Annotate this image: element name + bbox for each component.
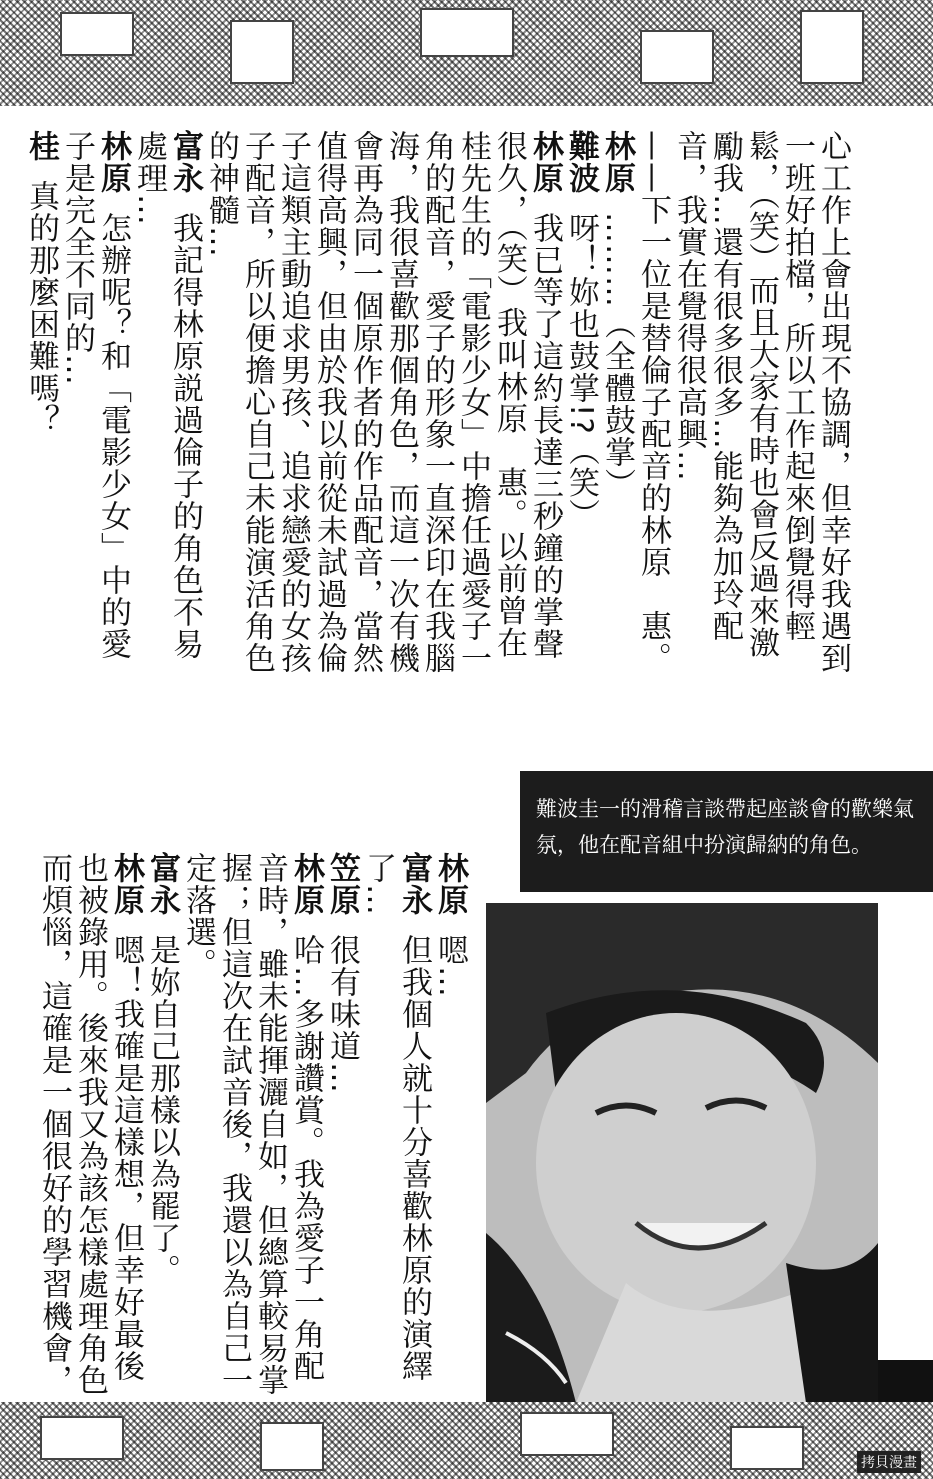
text-line xyxy=(252,852,288,1402)
line-text: 角的配音，愛子的形象一直深印在我腦 xyxy=(419,130,455,674)
text-line xyxy=(491,130,527,690)
decor-block xyxy=(260,1422,324,1471)
decor-block xyxy=(640,30,714,84)
line-text: 鬆，（笑）而且大家有時也會反過來激 xyxy=(743,130,779,659)
line-text: 是妳自己那樣以為罷了。 xyxy=(144,934,180,1286)
text-line xyxy=(419,130,455,690)
decor-block xyxy=(520,1412,614,1456)
line-text: 音，我實在覺得很高興… xyxy=(671,130,707,482)
line-text: 很有味道… xyxy=(324,934,360,1094)
speaker-name: 富永 xyxy=(167,130,203,194)
decor-block xyxy=(420,8,514,57)
top-halftone-band xyxy=(0,0,933,106)
line-text: 很久，（笑）我叫林原 惠。以前曾在 xyxy=(491,130,527,659)
line-text: 握；但這次在試音後，我還以為自己一 xyxy=(216,852,252,1396)
line-text: 值得高興，但由於我以前從未試過為倫 xyxy=(311,130,347,674)
speaker-name: 林原 xyxy=(108,852,144,916)
text-line xyxy=(432,852,468,1402)
portrait-photo-image xyxy=(486,903,878,1403)
text-line xyxy=(239,130,275,690)
line-text: 子是完全不同的… xyxy=(59,130,95,386)
speaker-name: 富永 xyxy=(396,852,432,916)
line-text: 一班好拍檔，所以工作起來倒覺得輕 xyxy=(779,130,815,642)
text-line xyxy=(288,852,324,1402)
text-line xyxy=(815,130,851,690)
line-text: ………（全體鼓掌） xyxy=(599,212,635,500)
text-line xyxy=(203,130,239,690)
text-line xyxy=(311,130,347,690)
text-line xyxy=(95,130,131,690)
text-line xyxy=(216,852,252,1402)
text-line xyxy=(167,130,203,690)
text-line xyxy=(396,852,432,1402)
text-line xyxy=(599,130,635,690)
line-text: 嗯！我確是這樣想，但幸好最後 xyxy=(108,934,144,1382)
line-text: 音時，雖未能揮灑自如，但總算較易掌 xyxy=(252,852,288,1396)
text-line xyxy=(563,130,599,690)
line-text: 心工作上會出現不協調，但幸好我遇到 xyxy=(815,130,851,674)
photo-caption xyxy=(520,771,933,892)
text-line xyxy=(108,852,144,1402)
line-text: 而煩惱，這確是一個很好的學習機會， xyxy=(36,852,72,1396)
line-text: 會再為同一個原作者的作品配音，當然 xyxy=(347,130,383,674)
line-text: 的神髓… xyxy=(203,130,239,258)
line-text: 定落選。 xyxy=(180,852,216,980)
line-text: 哈…多謝讚賞。我為愛子一角配 xyxy=(288,934,324,1382)
speaker-name: 林原 xyxy=(599,130,635,194)
photo-shadow xyxy=(878,1360,933,1404)
text-line xyxy=(36,852,72,1402)
text-line xyxy=(72,852,108,1402)
text-line xyxy=(59,130,95,690)
line-text: 嗯… xyxy=(432,934,468,998)
speaker-name: 林原 xyxy=(288,852,324,916)
decor-block xyxy=(730,1426,804,1470)
line-text: 桂先生的「電影少女」中擔任過愛子一 xyxy=(455,130,491,674)
line-text: 呀！妳也鼓掌!?（笑） xyxy=(563,212,599,531)
speaker-name: 林原 xyxy=(95,130,131,194)
line-text: 但我個人就十分喜歡林原的演繹 xyxy=(396,934,432,1382)
bottom-halftone-band xyxy=(0,1402,933,1479)
bottom-article-text xyxy=(36,852,468,1402)
text-line xyxy=(671,130,707,690)
speaker-name: 難波 xyxy=(563,130,599,194)
portrait-photo xyxy=(486,903,878,1403)
line-text: 子配音，所以便擔心自己未能演活角色 xyxy=(239,130,275,674)
text-line xyxy=(383,130,419,690)
speaker-name: 桂 xyxy=(23,130,59,162)
line-text: 了… xyxy=(360,852,396,916)
line-text: 海，我很喜歡那個角色，而這一次有機 xyxy=(383,130,419,674)
line-text: 怎辦呢？和「電影少女」中的愛 xyxy=(95,212,131,660)
decor-block xyxy=(230,20,294,84)
speaker-name: 富永 xyxy=(144,852,180,916)
line-text: 我記得林原説過倫子的角色不易 xyxy=(167,212,203,660)
line-text: 也被錄用。後來我又為該怎樣處理角色 xyxy=(72,852,108,1396)
decor-block xyxy=(800,10,864,84)
line-text: 真的那麼困難嗎？ xyxy=(23,180,59,436)
caption-text: 難波圭一的滑稽言談帶起座談會的歡樂氣氛，他在配音組中扮演歸納的角色。 xyxy=(536,797,914,857)
speaker-name: 林原 xyxy=(527,130,563,194)
speaker-name: 林原 xyxy=(432,852,468,916)
text-line xyxy=(635,130,671,690)
decor-block xyxy=(60,12,134,56)
speaker-name: 笠原 xyxy=(324,852,360,916)
text-line xyxy=(347,130,383,690)
watermark: 拷貝漫畫 xyxy=(857,1451,921,1473)
text-line xyxy=(707,130,743,690)
decor-block xyxy=(40,1416,124,1460)
text-line xyxy=(144,852,180,1402)
text-line xyxy=(275,130,311,690)
line-text: 處理… xyxy=(131,130,167,226)
line-text: 我已等了這約長達三秒鐘的掌聲 xyxy=(527,212,563,660)
text-line xyxy=(527,130,563,690)
text-line xyxy=(324,852,360,1402)
text-line xyxy=(743,130,779,690)
text-line xyxy=(131,130,167,690)
line-text: 子這類主動追求男孩、追求戀愛的女孩 xyxy=(275,130,311,674)
line-text: ——下一位是替倫子配音的林原 惠。 xyxy=(635,130,671,674)
text-line xyxy=(23,130,59,690)
line-text: 勵我…還有很多很多…能夠為加玲配 xyxy=(707,130,743,642)
text-line xyxy=(360,852,396,1402)
top-article-text xyxy=(23,130,851,690)
text-line xyxy=(180,852,216,1402)
text-line xyxy=(455,130,491,690)
text-line xyxy=(779,130,815,690)
